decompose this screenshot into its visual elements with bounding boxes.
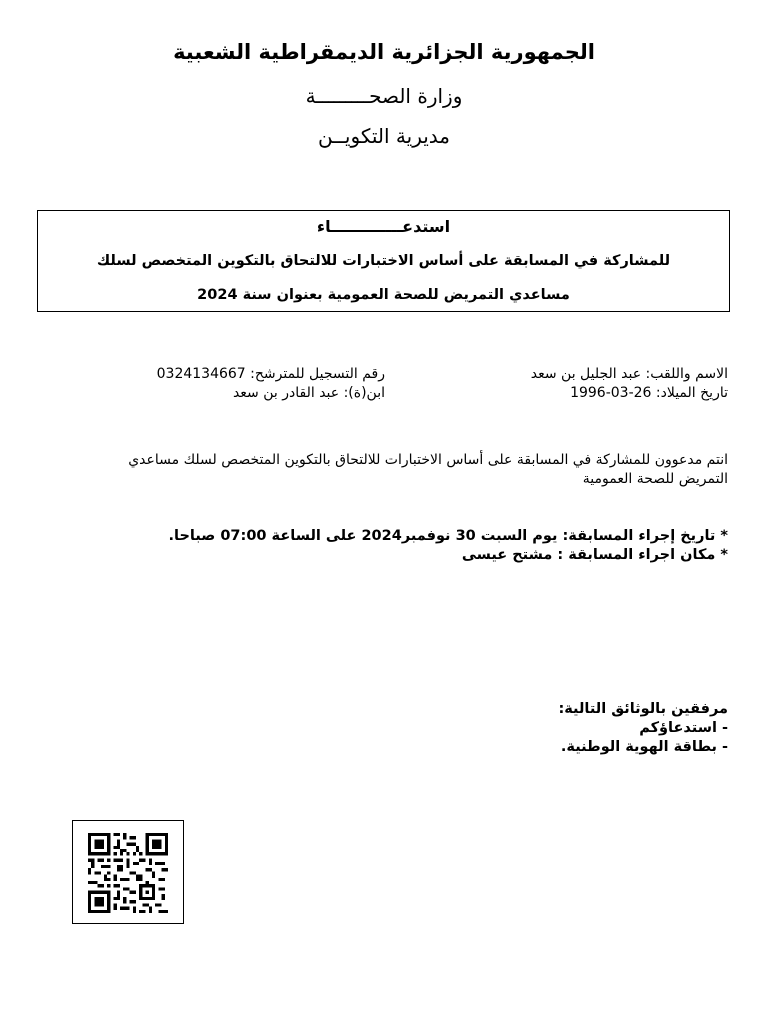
registration-label: رقم التسجيل للمترشح: — [250, 366, 385, 382]
convocation-title-box — [37, 210, 730, 312]
parent-row — [95, 384, 385, 403]
registration-row — [95, 365, 385, 384]
republic-heading: الجمهورية الجزائرية الديمقراطية الشعبية — [173, 40, 595, 64]
convocation-title: استدعـــــــــــــاء — [316, 217, 451, 236]
convocation-subtitle-line-1: للمشاركة في المسابقة على أساس الاختبارات للالتحاق بالتكوين المتخصص لسلك — [96, 253, 671, 269]
birth-label: تاريخ الميلاد: — [655, 385, 728, 401]
attachments-block — [68, 700, 728, 757]
parent-label: ابن(ة): — [343, 385, 385, 401]
exam-place-line: * مكان اجراء المسابقة : مشتح عيسى — [461, 547, 728, 563]
registration-value: 0324134667 — [156, 366, 246, 382]
invitation-paragraph: انتم مدعوون للمشاركة في المسابقة على أساس الاختبارات للالتحاق بالتكوين المتخصص لسلك مساعدي التمريض للصحة العمومية — [128, 452, 728, 487]
exam-date-line: * تاريخ إجراء المسابقة: يوم السبت 30 نوفمبر2024 على الساعة 07:00 صباحا. — [168, 528, 728, 544]
parent-value: عبد القادر بن سعد — [232, 385, 340, 401]
qr-code-icon — [88, 833, 168, 913]
attachments-heading: مرفقين بالوثائق التالية: — [558, 701, 728, 717]
convocation-subtitle-line-2: مساعدي التمريض للصحة العمومية بعنوان سنة 2024 — [197, 287, 570, 303]
qr-code-frame — [72, 820, 184, 924]
attachment-item: - بطاقة الهوية الوطنية. — [560, 739, 728, 755]
name-value: عبد الجليل بن سعد — [530, 366, 642, 382]
attachment-item: - استدعاؤكم — [639, 720, 728, 736]
candidate-info-right — [428, 365, 728, 403]
name-row — [428, 365, 728, 384]
directorate-heading: مديرية التكويــن — [317, 124, 451, 148]
exam-schedule — [68, 527, 728, 565]
birth-value: 1996-03-26 — [570, 385, 652, 401]
birth-row — [428, 384, 728, 403]
candidate-info-left — [95, 365, 385, 403]
name-label: الاسم واللقب: — [645, 366, 728, 382]
ministry-heading: وزارة الصحـــــــــة — [305, 84, 463, 108]
